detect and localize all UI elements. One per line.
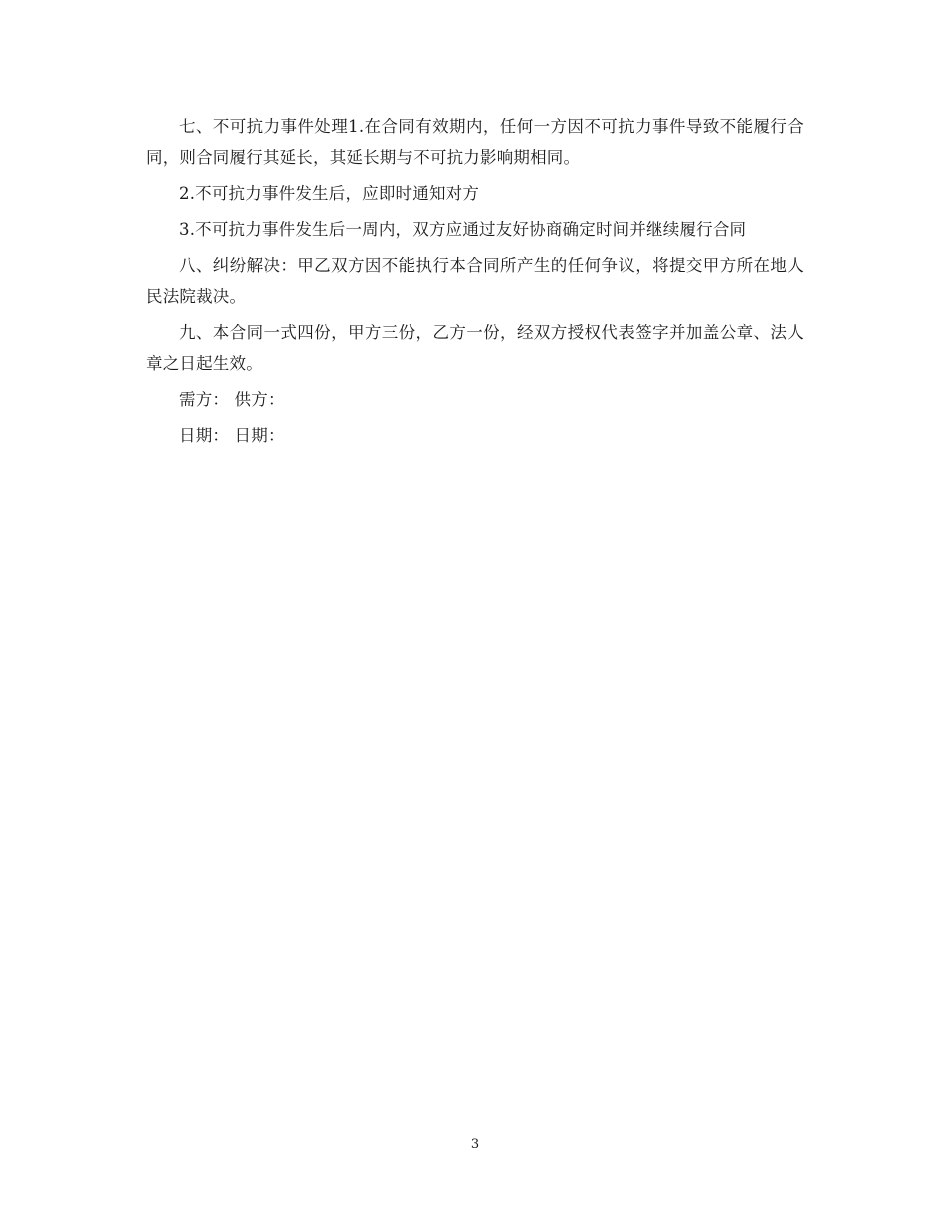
document-body: [146, 111, 804, 456]
page-number: 3: [470, 1137, 480, 1152]
paragraph-force-majeure-notice: 2.不可抗力事件发生后，应即时通知对方: [179, 184, 480, 203]
paragraph-dispute-resolution: 八、纠纷解决：甲乙双方因不能执行本合同所产生的任何争议，将提交甲方所在地人民法院裁决。: [146, 256, 804, 306]
signature-parties-line: 需方： 供方：: [179, 390, 285, 409]
paragraph-contract-copies: 九、本合同一式四份，甲方三份，乙方一份，经双方授权代表签字并加盖公章、法人章之日起生效。: [146, 323, 804, 373]
paragraph-force-majeure-clause: 七、不可抗力事件处理1.在合同有效期内，任何一方因不可抗力事件导致不能履行合同，则合同履行其延长，其延长期与不可抗力影响期相同。: [146, 117, 804, 167]
paragraph-force-majeure-negotiation: 3.不可抗力事件发生后一周内，双方应通过友好协商确定时间并继续履行合同: [179, 220, 747, 239]
signature-date-line: 日期： 日期：: [179, 426, 285, 445]
